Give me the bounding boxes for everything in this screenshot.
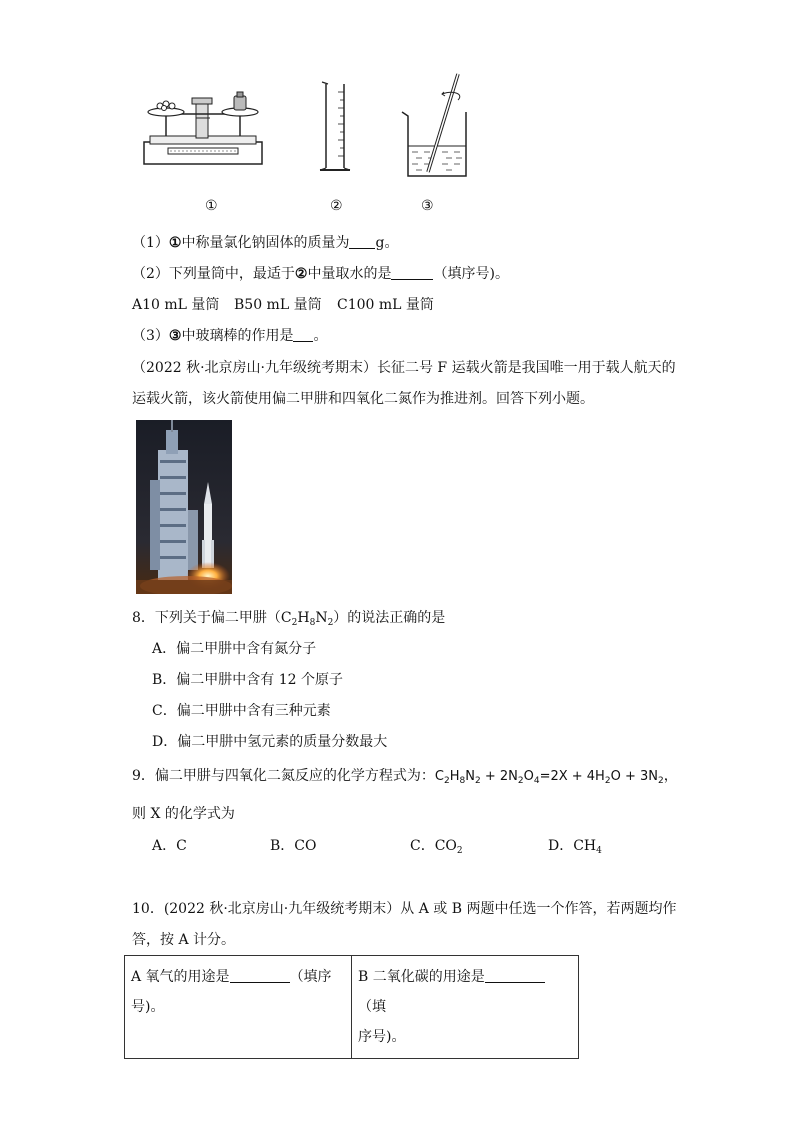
question-10-line2: 答，按 A 计分。 bbox=[132, 932, 236, 948]
q8-sub-2a: 2 bbox=[291, 618, 298, 628]
sub3-suffix: 。 bbox=[313, 328, 328, 344]
q8-sub-8: 8 bbox=[309, 618, 316, 628]
question-sub-1 bbox=[132, 233, 398, 253]
q9-comma: ， bbox=[663, 768, 678, 784]
beaker-stirring-figure bbox=[398, 72, 474, 180]
q9-equation: $C_2H_8N_2 + 2N_2O_4=2X + 4H_2O + 3N_2$ bbox=[434, 769, 664, 786]
q8-option-b[interactable]: B．偏二甲肼中含有 12 个原子 bbox=[152, 672, 344, 688]
intro-line-2: 运载火箭，该火箭使用偏二甲肼和四氧化二氮作为推进剂。回答下列小题。 bbox=[132, 391, 594, 407]
balance-figure bbox=[140, 88, 266, 170]
q9-stem: 9．偏二甲肼与四氧化二氮反应的化学方程式为： bbox=[132, 768, 435, 784]
sub1-suffix: g。 bbox=[375, 235, 399, 251]
q8-option-c[interactable]: C．偏二甲肼中含有三种元素 bbox=[152, 703, 331, 719]
answer-blank-a[interactable] bbox=[230, 968, 290, 983]
q8-stem-c: N bbox=[315, 610, 328, 626]
rocket-launch-photo bbox=[136, 420, 232, 594]
sub2-option-a: A10 mL 量筒 bbox=[132, 297, 220, 313]
sub1-prefix: （1） bbox=[132, 235, 169, 251]
cell-option-b: B 二氧化碳的用途是（填 序号)。 bbox=[352, 956, 579, 1059]
intro-line-1: （2022 秋·北京房山·九年级统考期末）长征二号 F 运载火箭是我国唯一用于载人航天的 bbox=[132, 360, 676, 376]
question-8-stem bbox=[132, 608, 445, 633]
figure-label-1: ① bbox=[205, 198, 218, 214]
sub2-num: ② bbox=[294, 266, 308, 282]
sub2-text: 中量取水的是 bbox=[307, 266, 392, 282]
sub2-prefix: （2）下列量筒中，最适于 bbox=[132, 266, 295, 282]
sub3-text: 中玻璃棒的作用是 bbox=[181, 328, 294, 344]
answer-blank-sub1[interactable] bbox=[349, 234, 375, 249]
question-10-line1: 10．(2022 秋·北京房山·九年级统考期末）从 A 或 B 两题中任选一个作答，若两题均作 bbox=[132, 901, 677, 917]
q8-stem-b: H bbox=[297, 610, 310, 626]
figure-label-2: ② bbox=[330, 198, 343, 214]
figure-label-3: ③ bbox=[421, 198, 434, 214]
cell-option-a: A 氧气的用途是 （填序 号)。 bbox=[125, 956, 352, 1059]
question-sub-2 bbox=[132, 264, 509, 284]
sub2-suffix: （填序号)。 bbox=[433, 266, 509, 282]
beaker-stirring-rod-icon bbox=[398, 72, 474, 180]
graduated-cylinder-figure bbox=[318, 80, 354, 178]
question-sub-3 bbox=[132, 326, 327, 346]
sub2-option-c: C100 mL 量筒 bbox=[337, 297, 434, 313]
q8-stem-a: 8．下列关于偏二甲肼（C bbox=[132, 610, 292, 626]
rocket-launch-image bbox=[136, 420, 232, 594]
answer-blank-b[interactable] bbox=[485, 968, 545, 983]
q9-option-a[interactable]: A．C bbox=[152, 838, 187, 854]
answer-blank-sub3[interactable] bbox=[293, 327, 313, 342]
balance-icon bbox=[140, 88, 266, 170]
q8-option-a[interactable]: A．偏二甲肼中含有氮分子 bbox=[152, 641, 317, 657]
graduated-cylinder-icon bbox=[318, 80, 354, 178]
q9-option-d[interactable]: D．$CH_4$ bbox=[548, 838, 602, 856]
table-row bbox=[125, 956, 579, 1059]
q8-stem-d: ）的说法正确的是 bbox=[333, 610, 446, 626]
sub2-option-b: B50 mL 量筒 bbox=[234, 297, 322, 313]
question-9-line2: 则 X 的化学式为 bbox=[132, 806, 235, 822]
q8-sub-2b: 2 bbox=[327, 618, 334, 628]
sub3-prefix: （3） bbox=[132, 328, 169, 344]
sub3-num: ③ bbox=[168, 328, 182, 344]
q9-option-b[interactable]: B．CO bbox=[270, 838, 317, 854]
sub1-num: ① bbox=[168, 235, 182, 251]
question-10-table bbox=[124, 955, 579, 1059]
answer-blank-sub2[interactable] bbox=[391, 265, 433, 280]
q8-option-d[interactable]: D．偏二甲肼中氢元素的质量分数最大 bbox=[152, 734, 388, 750]
question-9-stem bbox=[132, 766, 678, 791]
q9-option-c[interactable]: C．$CO_2$ bbox=[410, 838, 463, 856]
sub1-text: 中称量氯化钠固体的质量为 bbox=[181, 235, 350, 251]
